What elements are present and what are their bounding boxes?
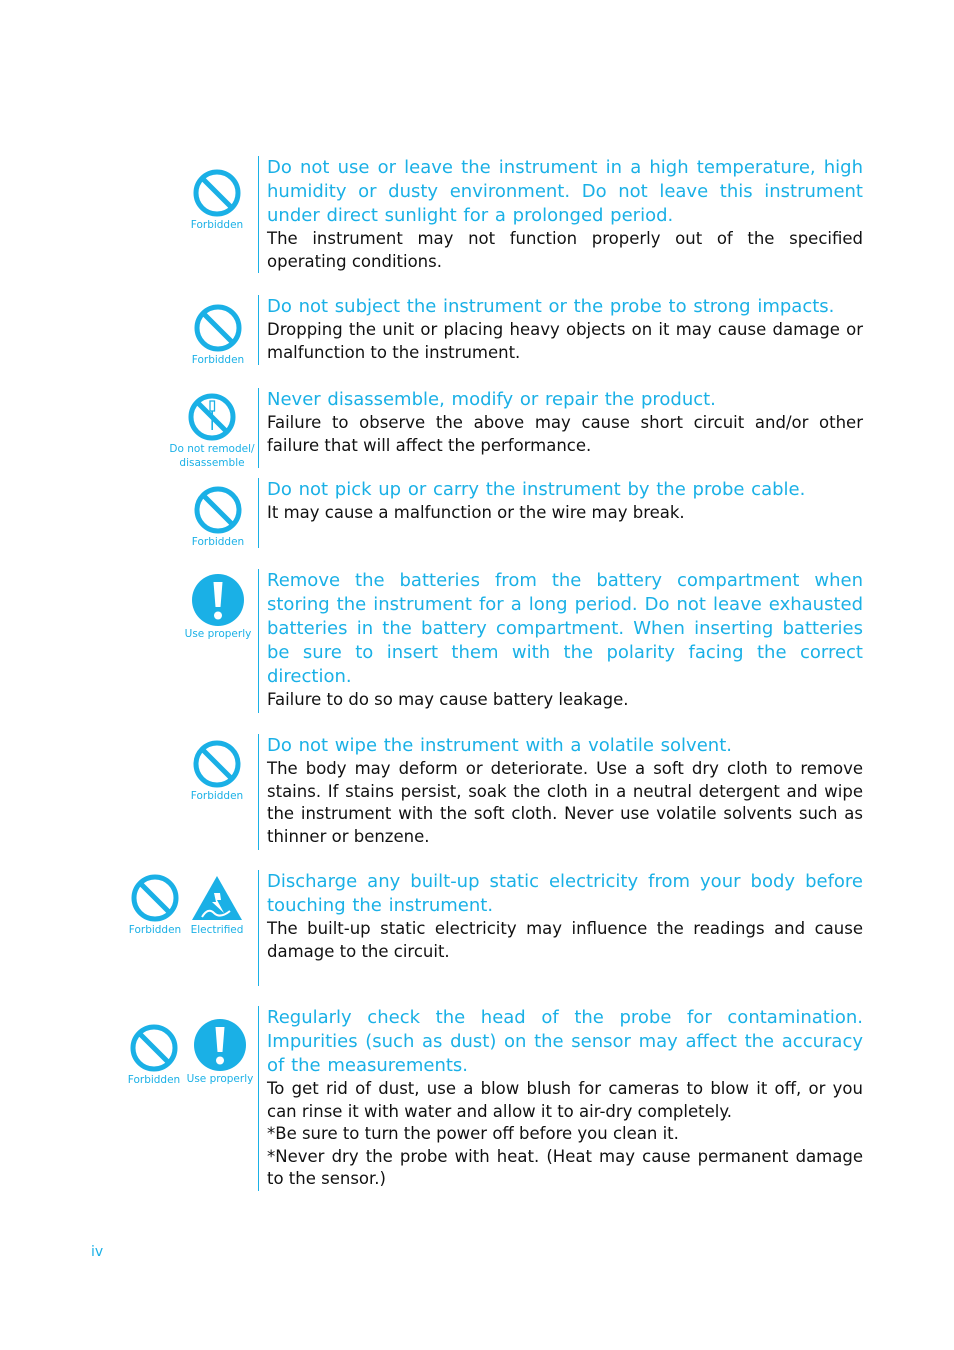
caution-content — [258, 870, 863, 986]
use-properly-icon-group — [181, 1018, 259, 1086]
forbidden-icon — [130, 873, 180, 923]
caution-content — [258, 388, 863, 468]
caution-note: *Be sure to turn the power off before you clean it. — [267, 1124, 679, 1144]
use-properly-icon — [193, 1018, 247, 1072]
forbidden-icon — [129, 1023, 179, 1073]
icon-caption: Forbidden — [128, 924, 182, 936]
forbidden-icon — [193, 303, 243, 353]
use-properly-icon-group — [178, 573, 258, 641]
caution-body: Failure to do so may cause battery leakage. — [267, 690, 629, 709]
caution-body: Failure to observe the above may cause short circuit and/or other failure that will affect the performance. — [267, 413, 863, 455]
do-not-disassemble-icon-group — [160, 392, 264, 470]
icon-caption: Forbidden — [191, 536, 245, 548]
caution-heading: Do not pick up or carry the instrument by the probe cable. — [267, 479, 806, 500]
caution-note: *Never dry the probe with heat. (Heat may cause permanent damage to the sensor.) — [267, 1146, 863, 1189]
electrified-icon — [190, 873, 244, 923]
forbidden-icon-group — [186, 739, 248, 803]
caution-body: The built-up static electricity may influence the readings and cause damage to the circuit. — [267, 919, 863, 961]
forbidden-icon-group — [186, 168, 248, 232]
icon-caption: Forbidden — [190, 790, 244, 802]
forbidden-icon-group — [187, 303, 249, 367]
caution-body: The instrument may not function properly out of the specified operating conditions. — [267, 229, 863, 271]
icon-caption: Do not remodel/ — [169, 443, 255, 455]
caution-content — [258, 295, 863, 365]
icon-caption: Use properly — [184, 628, 252, 640]
caution-heading: Never disassemble, modify or repair the product. — [267, 389, 716, 410]
forbidden-icon-group — [124, 873, 186, 937]
icon-caption: Electrified — [190, 924, 244, 936]
page-number: iv — [91, 1244, 104, 1260]
icon-caption: disassemble — [179, 457, 245, 469]
caution-content — [258, 734, 863, 850]
use-properly-icon — [191, 573, 245, 627]
caution-body: The body may deform or deteriorate. Use a soft dry cloth to remove stains. If stains persist, soak the cloth in a neutral detergent and wipe the instrument with the soft cloth. Never use volatile solvents such as thinner or benzene. — [267, 759, 863, 846]
caution-heading: Do not subject the instrument or the probe to strong impacts. — [267, 296, 835, 317]
caution-content — [258, 156, 863, 273]
caution-heading: Regularly check the head of the probe for contamination. Impurities (such as dust) on the sensor may affect the accuracy of the measurements. — [267, 1007, 863, 1076]
forbidden-icon-group — [187, 485, 249, 549]
caution-heading: Remove the batteries from the battery compartment when storing the instrument for a long period. Do not leave exhausted batteries in the battery compartment. When inserting batteries be sure to insert them with the polarity facing the correct direction. — [267, 570, 863, 687]
icon-caption: Forbidden — [127, 1074, 181, 1086]
caution-content — [258, 1006, 863, 1191]
electrified-icon-group — [186, 873, 248, 937]
caution-heading: Do not use or leave the instrument in a high temperature, high humidity or dusty environment. Do not leave this instrument under direct sunlight for a prolonged period. — [267, 157, 863, 226]
caution-heading: Do not wipe the instrument with a volatile solvent. — [267, 735, 732, 756]
do-not-disassemble-icon — [187, 392, 237, 442]
caution-body: Dropping the unit or placing heavy objects on it may cause damage or malfunction to the instrument. — [267, 320, 863, 362]
icon-caption: Forbidden — [191, 354, 245, 366]
caution-content — [258, 478, 863, 548]
icon-caption: Forbidden — [190, 219, 244, 231]
forbidden-icon — [192, 168, 242, 218]
icon-caption: Use properly — [186, 1073, 254, 1085]
caution-body: It may cause a malfunction or the wire may break. — [267, 503, 685, 522]
caution-heading: Discharge any built-up static electricity from your body before touching the instrument. — [267, 871, 863, 916]
forbidden-icon-group — [123, 1023, 185, 1087]
forbidden-icon — [192, 739, 242, 789]
forbidden-icon — [193, 485, 243, 535]
caution-content — [258, 569, 863, 713]
caution-body: To get rid of dust, use a blow blush for cameras to blow it off, or you can rinse it with water and allow it to air-dry completely. — [267, 1079, 863, 1121]
